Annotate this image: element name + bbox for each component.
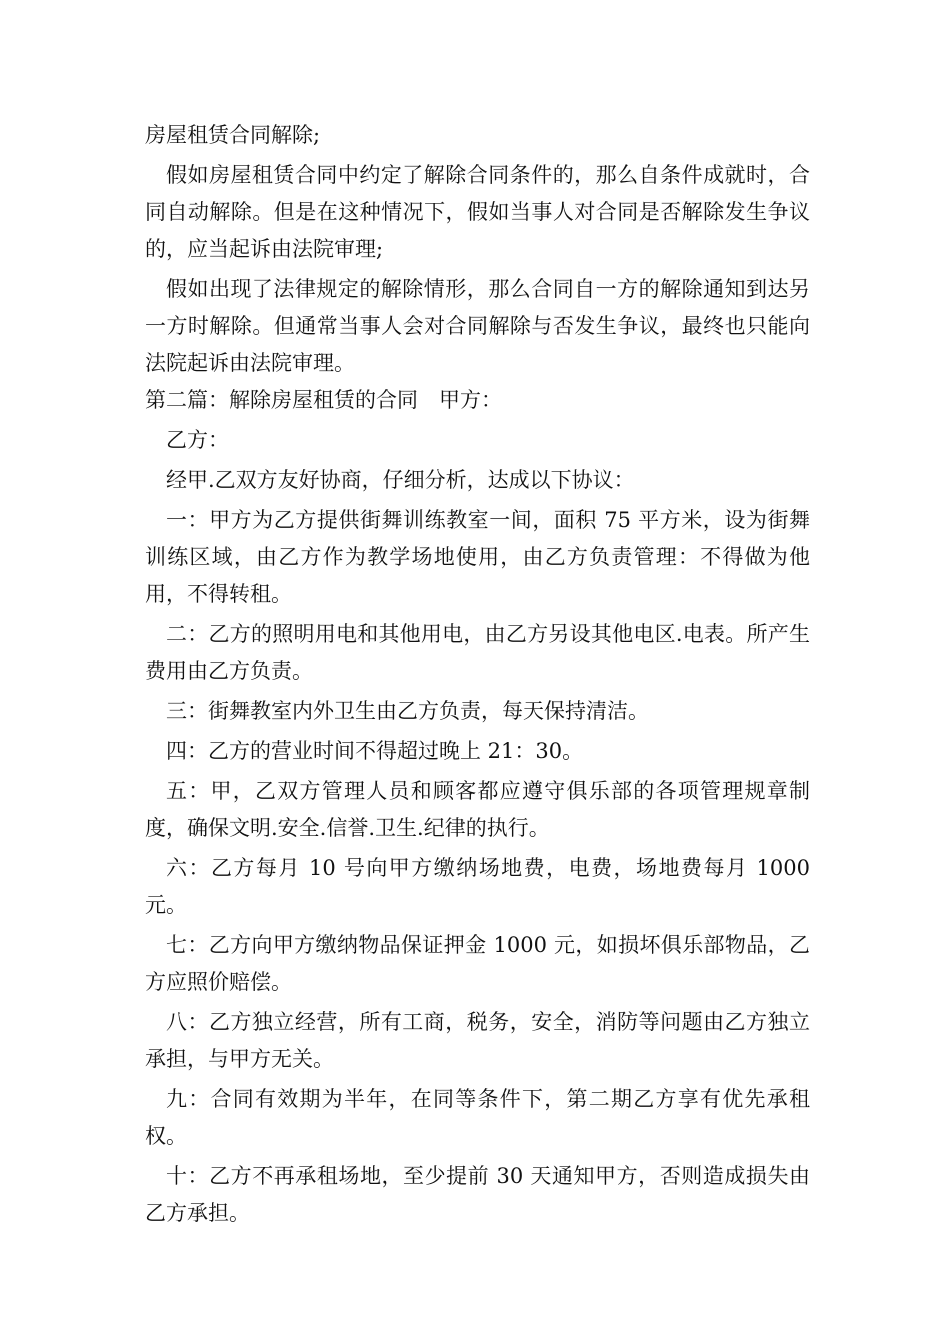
clause-5: 五：甲，乙双方管理人员和顾客都应遵守俱乐部的各项管理规章制度，确保文明.安全.信誉.卫生.纪律的执行。 [145,779,810,840]
clause-4: 四：乙方的营业时间不得超过晚上 21：30。 [166,739,584,763]
clause-8: 八：乙方独立经营，所有工商，税务，安全，消防等问题由乙方独立承担，与甲方无关。 [145,1010,810,1071]
section-title-part-two: 第二篇：解除房屋租赁的合同 甲方： [145,388,502,412]
clause-1: 一：甲方为乙方提供街舞训练教室一间，面积 75 平方米，设为街舞训练区域，由乙方作为教学场地使用，由乙方负责管理：不得做为他用，不得转租。 [145,508,810,606]
clause-10: 十：乙方不再承租场地，至少提前 30 天通知甲方，否则造成损失由乙方承担。 [145,1164,810,1225]
document-body [145,117,810,1232]
clause-6: 六：乙方每月 10 号向甲方缴纳场地费，电费，场地费每月 1000 元。 [145,856,810,917]
clause-9: 九：合同有效期为半年，在同等条件下，第二期乙方享有优先承租权。 [145,1087,810,1148]
paragraph-legal-termination: 假如出现了法律规定的解除情形，那么合同自一方的解除通知到达另一方时解除。但通常当事人会对合同解除与否发生争议，最终也只能向法院起诉由法院审理。 [145,277,810,375]
clause-3: 三：街舞教室内外卫生由乙方负责，每天保持清洁。 [166,699,649,723]
paragraph-agreed-termination: 假如房屋租赁合同中约定了解除合同条件的，那么自条件成就时，合同自动解除。但是在这种情况下，假如当事人对合同是否解除发生争议的，应当起诉由法院审理; [145,163,810,261]
clause-7: 七：乙方向甲方缴纳物品保证押金 1000 元，如损坏俱乐部物品，乙方应照价赔偿。 [145,933,810,994]
paragraph-heading-termination: 房屋租赁合同解除; [145,123,321,147]
party-b-line: 乙方： [166,428,229,452]
clause-2: 二：乙方的照明用电和其他用电，由乙方另设其他电区.电表。所产生费用由乙方负责。 [145,622,810,683]
agreement-intro: 经甲.乙双方友好协商，仔细分析，达成以下协议： [166,468,635,492]
